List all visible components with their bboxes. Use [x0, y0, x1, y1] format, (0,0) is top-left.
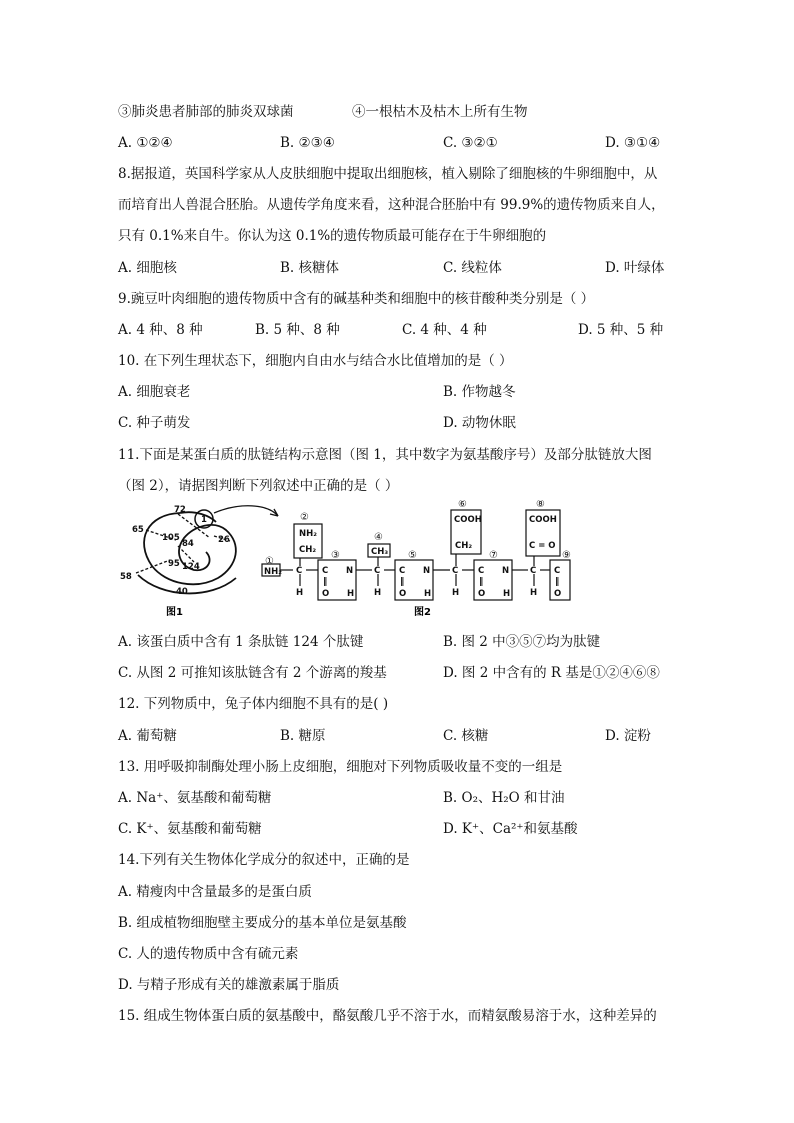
chem-n: N [502, 566, 510, 576]
q10-option-d: D. 动物休眠 [443, 415, 516, 431]
q13-option-c: C. K⁺、氨基酸和葡萄糖 [118, 821, 262, 837]
chem-n: N [346, 566, 354, 576]
chem-o: O [478, 589, 486, 599]
q8-option-d: D. 叶绿体 [605, 260, 665, 276]
circled-label: ⑤ [408, 550, 417, 561]
fig1-number: 26 [218, 535, 230, 545]
fig1-label: 图1 [166, 607, 183, 618]
chem-c: C [374, 566, 381, 576]
fig1-number: 124 [182, 562, 200, 572]
chem-c: C [478, 566, 485, 576]
circled-label: ⑧ [536, 500, 545, 510]
fig1-number: 1 [201, 515, 207, 525]
q11-stem-line-2: （图 2），请据图判断下列叙述中正确的是（ ） [118, 478, 399, 494]
q8-stem-line-2: 而培育出人兽混合胚胎。从遗传学角度来看，这种混合胚胎中有 99.9%的遗传物质来自人， [118, 197, 665, 213]
fig2-label: 图2 [414, 607, 431, 618]
chem-n: N [423, 566, 431, 576]
chem-nh2: NH₂ [264, 567, 282, 577]
chem-c: C [399, 566, 406, 576]
circled-label: ① [265, 556, 274, 567]
q9-option-a: A. 4 种、8 种 [118, 322, 203, 338]
q11-option-a: A. 该蛋白质中含有 1 条肽链 124 个肽键 [118, 634, 364, 650]
q15-stem: 15. 组成生物体蛋白质的氨基酸中，酪氨酸几乎不溶于水，而精氨酸易溶于水，这种差异的 [118, 1008, 657, 1024]
item-3-text: ③肺炎患者肺部的肺炎双球菌 [118, 104, 294, 120]
chem-ch3: CH₃ [371, 547, 389, 557]
q7-option-b: B. ②③④ [280, 135, 335, 151]
q11-stem-line-1: 11.下面是某蛋白质的肽链结构示意图（图 1，其中数字为氨基酸序号）及部分肽链放大图 [118, 447, 652, 463]
chem-h: H [503, 589, 511, 599]
q11-option-c: C. 从图 2 可推知该肽链含有 2 个游离的羧基 [118, 665, 387, 681]
q11-option-b: B. 图 2 中③⑤⑦均为肽键 [443, 634, 601, 650]
q12-option-c: C. 核糖 [443, 728, 489, 744]
q8-option-a: A. 细胞核 [118, 260, 177, 276]
chem-h: H [347, 589, 355, 599]
q13-option-a: A. Na⁺、氨基酸和葡萄糖 [118, 790, 272, 806]
q14-option-d: D. 与精子形成有关的雄激素属于脂质 [118, 977, 340, 993]
fig1-number: 40 [176, 587, 188, 597]
chem-double: ‖ [555, 577, 560, 587]
chem-double: ‖ [323, 577, 328, 587]
q8-option-c: C. 线粒体 [443, 260, 502, 276]
chem-double: ‖ [479, 577, 484, 587]
circled-label: ⑥ [458, 500, 467, 510]
q10-option-b: B. 作物越冬 [443, 384, 516, 400]
fig1-number: 95 [168, 559, 180, 569]
chem-o: O [399, 589, 407, 599]
circled-label: ④ [374, 532, 383, 543]
q14-option-a: A. 精瘦肉中含量最多的是蛋白质 [118, 884, 312, 900]
chem-h: H [374, 588, 382, 598]
chem-h: H [424, 589, 432, 599]
q12-stem: 12. 下列物质中，兔子体内细胞不具有的是( ) [118, 696, 389, 712]
q7-option-a: A. ①②④ [118, 135, 173, 151]
q13-stem: 13. 用呼吸抑制酶处理小肠上皮细胞，细胞对下列物质吸收量不变的一组是 [118, 759, 563, 775]
fig1-number: 65 [132, 525, 144, 535]
chem-cooh: COOH [454, 515, 482, 525]
chem-c: C [530, 566, 537, 576]
chem-cooh: COOH [529, 515, 557, 525]
fig1-number: 58 [120, 572, 132, 582]
chem-ch2: CH₂ [299, 545, 317, 555]
fig1-number: 84 [182, 539, 194, 549]
fig1-number: 105 [162, 533, 180, 543]
peptide-figure [118, 500, 678, 620]
chem-o: O [322, 589, 330, 599]
q7-option-c: C. ③②① [443, 135, 498, 151]
q8-option-b: B. 核糖体 [280, 260, 340, 276]
chem-c: C [296, 566, 303, 576]
q9-option-c: C. 4 种、4 种 [402, 322, 487, 338]
chem-c-eq-o: C = O [529, 541, 556, 551]
q10-stem: 10. 在下列生理状态下，细胞内自由水与结合水比值增加的是（ ） [118, 353, 513, 369]
chem-nh2: NH₂ [299, 529, 317, 539]
q9-option-d: D. 5 种、5 种 [578, 322, 664, 338]
q8-stem-line-1: 8.据报道，英国科学家从人皮肤细胞中提取出细胞核，植入剔除了细胞核的牛卵细胞中，从 [118, 166, 658, 182]
q14-stem: 14.下列有关生物体化学成分的叙述中，正确的是 [118, 852, 410, 868]
chem-ch2: CH₂ [455, 541, 473, 551]
q9-stem: 9.豌豆叶肉细胞的遗传物质中含有的碱基种类和细胞中的核苷酸种类分别是（ ） [118, 291, 595, 307]
chem-h: H [452, 588, 460, 598]
chem-c: C [452, 566, 459, 576]
q10-option-a: A. 细胞衰老 [118, 384, 191, 400]
circled-label: ⑨ [562, 550, 571, 561]
q12-option-a: A. 葡萄糖 [118, 728, 177, 744]
circled-label: ② [300, 512, 309, 523]
chem-double: ‖ [400, 577, 405, 587]
circled-label: ⑦ [489, 550, 498, 561]
fig1-number: 72 [174, 505, 186, 515]
q14-option-b: B. 组成植物细胞壁主要成分的基本单位是氨基酸 [118, 915, 407, 931]
q12-option-b: B. 糖原 [280, 728, 326, 744]
q10-option-c: C. 种子萌发 [118, 415, 191, 431]
item-4-text: ④一根枯木及枯木上所有生物 [352, 104, 528, 120]
q11-option-d: D. 图 2 中含有的 R 基是①②④⑥⑧ [443, 665, 660, 681]
q7-option-d: D. ③①④ [605, 135, 661, 151]
q13-option-d: D. K⁺、Ca²⁺和氨基酸 [443, 821, 578, 837]
circled-label: ③ [331, 550, 340, 561]
q13-option-b: B. O₂、H₂O 和甘油 [443, 790, 565, 806]
chem-h: H [530, 588, 538, 598]
chem-o: O [554, 589, 562, 599]
chem-c: C [322, 566, 329, 576]
chem-c: C [554, 566, 561, 576]
q12-option-d: D. 淀粉 [605, 728, 651, 744]
q9-option-b: B. 5 种、8 种 [255, 322, 340, 338]
q8-stem-line-3: 只有 0.1%来自牛。你认为这 0.1%的遗传物质最可能存在于牛卵细胞的 [118, 228, 547, 244]
chem-h: H [296, 588, 304, 598]
q14-option-c: C. 人的遗传物质中含有硫元素 [118, 946, 299, 962]
